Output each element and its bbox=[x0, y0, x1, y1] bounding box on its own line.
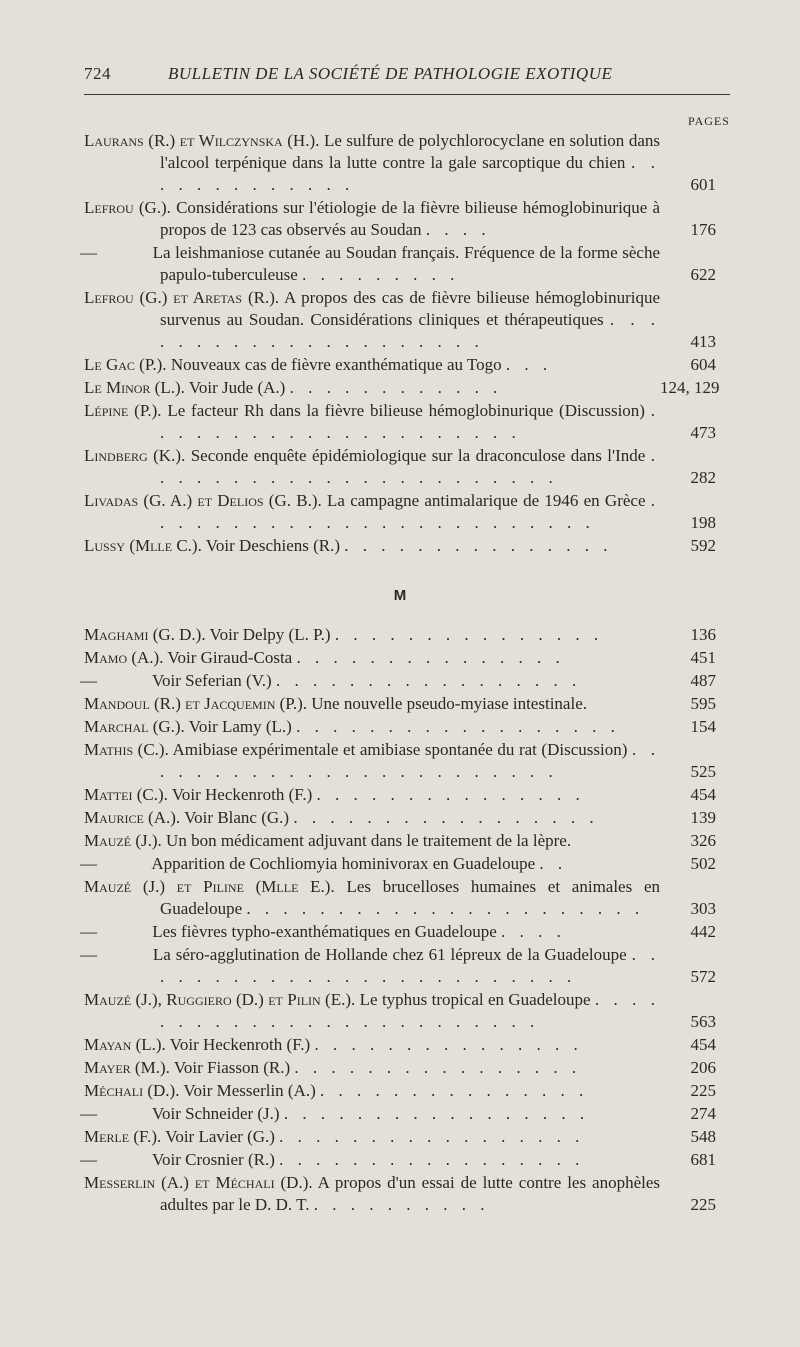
entry-author: Lefrou (G.) et Aretas (R.). bbox=[84, 288, 280, 307]
index-entry bbox=[84, 693, 716, 715]
entry-author: Le Gac (P.). bbox=[84, 355, 167, 374]
entry-author: — bbox=[80, 854, 97, 873]
entry-text bbox=[84, 354, 660, 376]
entry-title: Une nouvelle pseudo-myiase intestinale. bbox=[311, 694, 587, 713]
entry-text bbox=[84, 197, 660, 241]
entry-page-number: 454 bbox=[690, 785, 716, 804]
entry-page-number: 326 bbox=[690, 831, 716, 850]
leader-dots: . . . . . . . . . . . . . . . . . . bbox=[296, 717, 620, 736]
entry-text bbox=[84, 739, 660, 783]
entry-page-number: 413 bbox=[690, 332, 716, 351]
entry-author: Merle (F.). bbox=[84, 1127, 162, 1146]
entry-text bbox=[84, 1034, 660, 1056]
entry-author: Messerlin (A.) et Méchali (D.). bbox=[84, 1173, 313, 1192]
entry-text bbox=[84, 1057, 660, 1079]
entry-text bbox=[84, 1172, 660, 1216]
entry-author: Mayer (M.). bbox=[84, 1058, 170, 1077]
leader-dots: . . . . . . . . . . . . . . . . . bbox=[293, 808, 599, 827]
entry-page-number: 303 bbox=[690, 899, 716, 918]
leader-dots: . . . . bbox=[501, 922, 566, 941]
index-entry bbox=[84, 400, 716, 444]
leader-dots: . . . . . . . . . . . . . . . . . . . . . bbox=[160, 310, 661, 351]
entry-title: Voir Blanc (G.) bbox=[184, 808, 290, 827]
entry-author: Lépine (P.). bbox=[84, 401, 162, 420]
leader-dots: . . . . . . . . . . . . . . . . . . . . . . . bbox=[160, 446, 660, 487]
entry-text bbox=[84, 1080, 660, 1102]
entry-page-number: 225 bbox=[690, 1081, 716, 1100]
entry-author: Méchali (D.). bbox=[84, 1081, 180, 1100]
journal-title: BULLETIN DE LA SOCIÉTÉ DE PATHOLOGIE EXOTIQUE bbox=[168, 64, 613, 83]
entry-title: Voir Lamy (L.) bbox=[188, 717, 292, 736]
index-entry bbox=[84, 1172, 716, 1216]
index-entry bbox=[84, 535, 716, 557]
entry-author: Mandoul (R.) et Jacquemin (P.). bbox=[84, 694, 308, 713]
index-entry bbox=[84, 739, 716, 783]
index-entry bbox=[84, 1057, 716, 1079]
pages-column-label: PAGES bbox=[688, 114, 730, 128]
entry-author: Le Minor (L.). bbox=[84, 378, 185, 397]
leader-dots: . . . . . . . . . . . . . . . bbox=[320, 1081, 589, 1100]
entry-title: Apparition de Cochliomyia hominivorax en Guadeloupe bbox=[151, 854, 536, 873]
leader-dots: . . . . bbox=[425, 220, 491, 239]
entry-page-number: 225 bbox=[690, 1195, 716, 1214]
index-entry bbox=[80, 921, 716, 943]
entry-text bbox=[80, 853, 660, 875]
index-entry bbox=[84, 784, 716, 806]
entry-text bbox=[84, 377, 660, 399]
leader-dots: . . . . . . . . . . . . . . . . . . . . . . . . . bbox=[160, 491, 661, 532]
entry-author: Mathis (C.). bbox=[84, 740, 169, 759]
entry-text bbox=[84, 876, 660, 920]
entry-page-number: 454 bbox=[690, 1035, 716, 1054]
entry-author: Mauzé (J.). bbox=[84, 831, 162, 850]
entry-title: Voir Heckenroth (F.) bbox=[169, 1035, 311, 1054]
entry-author: — bbox=[80, 1150, 97, 1169]
entry-title: Nouveaux cas de fièvre exanthématique au Togo bbox=[170, 355, 502, 374]
index-entry bbox=[84, 445, 716, 489]
entry-page-number: 206 bbox=[690, 1058, 716, 1077]
leader-dots: . . . . . . . . . . . . . bbox=[160, 153, 660, 194]
index-entry bbox=[84, 807, 716, 829]
entry-page-number: 176 bbox=[690, 220, 716, 239]
entry-page-number: 274 bbox=[690, 1104, 716, 1123]
entry-page-number: 282 bbox=[690, 468, 716, 487]
entry-title: Voir Messerlin (A.) bbox=[183, 1081, 316, 1100]
entry-author: Lefrou (G.). bbox=[84, 198, 171, 217]
entry-text bbox=[84, 624, 660, 646]
entry-page-number: 502 bbox=[690, 854, 716, 873]
entry-author: — bbox=[80, 1104, 97, 1123]
entry-page-number: 154 bbox=[690, 717, 716, 736]
entry-title: Amibiase expérimentale et amibiase spontanée du rat (Discussion) bbox=[172, 740, 628, 759]
entry-author: Mattei (C.). bbox=[84, 785, 168, 804]
entry-title: Voir Jude (A.) bbox=[188, 378, 286, 397]
entry-author: Maghami (G. D.). bbox=[84, 625, 206, 644]
entry-page-number: 592 bbox=[690, 536, 716, 555]
index-entry bbox=[84, 197, 716, 241]
entry-page-number: 136 bbox=[690, 625, 716, 644]
entry-page-number: 563 bbox=[690, 1012, 716, 1031]
entry-author: Laurans (R.) et Wilczynska (H.). bbox=[84, 131, 320, 150]
entry-title: Considérations sur l'étiologie de la fièvre bilieuse hémoglobinurique à propos de 123 cas observés au Soudan bbox=[160, 198, 661, 239]
leader-dots: . . . . . . . . . . . . . . . . bbox=[294, 1058, 582, 1077]
index-entry bbox=[84, 130, 716, 196]
leader-dots: . . . . . . . . . . . . . . . . . bbox=[279, 1127, 585, 1146]
entry-text bbox=[84, 445, 660, 489]
index-entry bbox=[80, 242, 716, 286]
entry-title: Le sulfure de polychlorocyclane en solution dans l'alcool terpénique dans la lutte contre la gale sarcoptique du chien bbox=[160, 131, 661, 172]
section-letter: M bbox=[393, 587, 407, 604]
leader-dots: . . . . . . . . . . . . . . . . . bbox=[279, 1150, 585, 1169]
leader-dots: . . . . . . . . . . . . . . . bbox=[344, 536, 613, 555]
index-entry bbox=[80, 1149, 716, 1171]
entry-title: A propos des cas de fièvre bilieuse hémoglobinurique survenus au Soudan. Considérations cliniques et thérapeutiques bbox=[160, 288, 661, 329]
leader-dots: . . . . . . . . . . . . . . . bbox=[316, 785, 585, 804]
entry-page-number: 451 bbox=[690, 648, 716, 667]
entry-title: La campagne antimalarique de 1946 en Grèce bbox=[327, 491, 646, 510]
entry-text bbox=[84, 716, 660, 738]
entry-author: Maurice (A.). bbox=[84, 808, 181, 827]
entry-title: Les fièvres typho-exanthématiques en Guadeloupe bbox=[152, 922, 497, 941]
leader-dots: . . . . . . . . . . bbox=[313, 1195, 490, 1214]
entry-author: Mamo (A.). bbox=[84, 648, 164, 667]
entry-text bbox=[84, 989, 660, 1033]
author-index bbox=[80, 130, 720, 1217]
entry-title: Seconde enquête épidémiologique sur la draconculose dans l'Inde bbox=[190, 446, 646, 465]
entry-title: Voir Fiasson (R.) bbox=[173, 1058, 291, 1077]
entry-text bbox=[84, 130, 660, 196]
leader-dots: . . . . . . . . . . . . . . . . . . . . . bbox=[160, 401, 661, 442]
index-entry bbox=[84, 1080, 716, 1102]
entry-author: Lindberg (K.). bbox=[84, 446, 186, 465]
leader-dots: . . . . . . . . . . . . . . . . . bbox=[283, 1104, 590, 1123]
leader-dots: . . . . . . . . . . . . . . . . . . . . . . . . bbox=[160, 740, 660, 781]
index-entry bbox=[80, 1103, 716, 1125]
entry-text bbox=[80, 670, 660, 692]
entry-page-number: 442 bbox=[690, 922, 716, 941]
entry-text bbox=[84, 693, 660, 715]
index-entry bbox=[80, 670, 716, 692]
entry-page-number: 525 bbox=[690, 762, 716, 781]
index-entry bbox=[80, 853, 716, 875]
running-header bbox=[84, 64, 734, 84]
entry-page-number: 124, 129 bbox=[660, 378, 720, 397]
leader-dots: . . . . . . . . . bbox=[302, 265, 460, 284]
entry-text bbox=[84, 647, 660, 669]
entry-page-number: 681 bbox=[690, 1150, 716, 1169]
entry-text bbox=[80, 242, 660, 286]
entry-text bbox=[84, 490, 660, 534]
index-entry bbox=[84, 716, 716, 738]
entry-author: Mayan (L.). bbox=[84, 1035, 166, 1054]
entry-page-number: 198 bbox=[690, 513, 716, 532]
index-entry bbox=[84, 287, 716, 353]
entry-text bbox=[80, 921, 660, 943]
leader-dots: . . . . . . . . . . . . . . . . . bbox=[275, 671, 582, 690]
entry-author: — bbox=[80, 243, 97, 262]
entry-text bbox=[84, 400, 660, 444]
index-entry bbox=[84, 989, 716, 1033]
entry-author: Livadas (G. A.) et Delios (G. B.). bbox=[84, 491, 322, 510]
index-entry bbox=[84, 647, 716, 669]
leader-dots: . . bbox=[539, 854, 568, 873]
index-entry bbox=[84, 354, 716, 376]
entry-author: — bbox=[80, 922, 97, 941]
entry-text bbox=[84, 287, 660, 353]
leader-dots: . . . . . . . . . . . . . . . bbox=[314, 1035, 583, 1054]
entry-title: Voir Heckenroth (F.) bbox=[171, 785, 313, 804]
index-entry bbox=[80, 944, 716, 988]
leader-dots: . . . . . . . . . . . . . . . . . . . . . . . . . bbox=[160, 990, 661, 1031]
entry-text bbox=[80, 944, 661, 988]
entry-author: Lussy (Mlle C.). bbox=[84, 536, 202, 555]
entry-author: — bbox=[80, 671, 97, 690]
leader-dots: . . . . . . . . . . . . . . . . . . . . . . . . . bbox=[160, 945, 661, 986]
entry-text bbox=[84, 1126, 660, 1148]
entry-title: Le facteur Rh dans la fièvre bilieuse hémoglobinurique (Discussion) bbox=[167, 401, 645, 420]
entry-text bbox=[84, 830, 660, 852]
entry-page-number: 473 bbox=[690, 423, 716, 442]
entry-page-number: 595 bbox=[690, 694, 716, 713]
entry-author: Mauzé (J.), Ruggiero (D.) et Pilin (E.). bbox=[84, 990, 356, 1009]
entry-title: Voir Seferian (V.) bbox=[151, 671, 272, 690]
leader-dots: . . . . . . . . . . . . bbox=[289, 378, 503, 397]
entry-author: — bbox=[80, 945, 97, 964]
index-entry bbox=[84, 1034, 716, 1056]
index-entry bbox=[84, 624, 716, 646]
entry-title: La séro-agglutination de Hollande chez 61 lépreux de la Guadeloupe bbox=[152, 945, 627, 964]
leader-dots: . . . . . . . . . . . . . . . . . . . . . . bbox=[246, 899, 645, 918]
leader-dots: . . . bbox=[505, 355, 553, 374]
page-number: 724 bbox=[84, 64, 111, 83]
entry-title: A propos d'un essai de lutte contre les anophèles adultes par le D. D. T. bbox=[160, 1173, 661, 1214]
entry-page-number: 487 bbox=[690, 671, 716, 690]
entry-title: Voir Lavier (G.) bbox=[165, 1127, 275, 1146]
entry-author: Marchal (G.). bbox=[84, 717, 185, 736]
entry-title: Le typhus tropical en Guadeloupe bbox=[359, 990, 591, 1009]
entry-text bbox=[84, 807, 660, 829]
entry-title: Voir Delpy (L. P.) bbox=[209, 625, 331, 644]
entry-page-number: 139 bbox=[690, 808, 716, 827]
index-entry bbox=[84, 830, 716, 852]
index-entry bbox=[84, 377, 720, 399]
entry-text bbox=[84, 784, 660, 806]
entry-page-number: 572 bbox=[690, 967, 716, 986]
index-list-m bbox=[80, 624, 716, 1216]
entry-author: Mauzé (J.) et Piline (Mlle E.). bbox=[84, 877, 335, 896]
index-list-l bbox=[80, 130, 720, 557]
entry-page-number: 604 bbox=[690, 355, 716, 374]
entry-page-number: 601 bbox=[690, 175, 716, 194]
entry-page-number: 622 bbox=[690, 265, 716, 284]
index-entry bbox=[84, 490, 716, 534]
entry-title: Voir Crosnier (R.) bbox=[151, 1150, 275, 1169]
index-entry bbox=[84, 1126, 716, 1148]
entry-text bbox=[84, 535, 660, 557]
entry-title: Voir Schneider (J.) bbox=[151, 1104, 280, 1123]
entry-text bbox=[80, 1149, 660, 1171]
entry-text bbox=[80, 1103, 660, 1125]
entry-title: Les brucelloses humaines et animales en Guadeloupe bbox=[160, 877, 660, 918]
entry-title: Voir Giraud-Costa bbox=[167, 648, 293, 667]
entry-page-number: 548 bbox=[690, 1127, 716, 1146]
entry-title: Un bon médicament adjuvant dans le traitement de la lèpre. bbox=[166, 831, 572, 850]
leader-dots: . . . . . . . . . . . . . . . bbox=[334, 625, 604, 644]
entry-title: La leishmaniose cutanée au Soudan français. Fréquence de la forme sèche papulo-tuberculeuse bbox=[152, 243, 660, 284]
leader-dots: . . . . . . . . . . . . . . . bbox=[296, 648, 565, 667]
entry-title: Voir Deschiens (R.) bbox=[205, 536, 341, 555]
header-rule bbox=[84, 94, 730, 95]
index-entry bbox=[84, 876, 716, 920]
